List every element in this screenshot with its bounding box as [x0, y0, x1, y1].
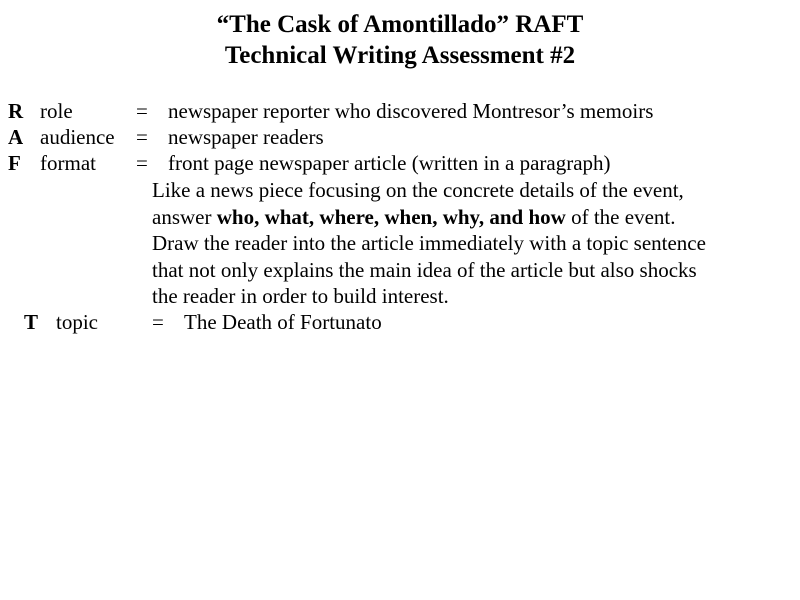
- format-instructions-emphasis: who, what, where, when, why, and how: [216, 204, 566, 229]
- raft-letter-f: F: [8, 151, 21, 175]
- format-instructions-line: [152, 204, 792, 231]
- raft-term-role: role: [40, 99, 73, 123]
- raft-desc-topic: The Death of Fortunato: [184, 310, 382, 334]
- raft-equals-audience: =: [136, 125, 148, 149]
- raft-desc-role: newspaper reporter who discovered Montresor’s memoirs: [168, 99, 654, 123]
- raft-letter-a: A: [8, 125, 24, 149]
- raft-letter-t: T: [24, 310, 39, 334]
- format-instructions-text: answer: [152, 204, 217, 229]
- raft-term-audience: audience: [40, 125, 115, 149]
- format-instructions-text: of the event.: [565, 204, 676, 229]
- format-instructions-line: Draw the reader into the article immediately with a topic sentence: [152, 231, 706, 255]
- raft-term-format: format: [40, 151, 96, 175]
- format-instructions: [152, 177, 792, 310]
- format-instructions-line: Like a news piece focusing on the concrete details of the event,: [152, 178, 684, 202]
- raft-equals-topic: =: [152, 310, 164, 334]
- raft-letter-r: R: [8, 99, 24, 123]
- format-instructions-line: the reader in order to build interest.: [152, 284, 449, 308]
- raft-desc-format: front page newspaper article (written in a paragraph): [168, 151, 611, 175]
- raft-desc-audience: newspaper readers: [168, 125, 324, 149]
- raft-equals-format: =: [136, 151, 148, 175]
- raft-equals-role: =: [136, 99, 148, 123]
- format-instructions-line: that not only explains the main idea of the article but also shocks: [152, 257, 697, 282]
- page-title: “The Cask of Amontillado” RAFT: [216, 11, 584, 38]
- raft-term-topic: topic: [56, 310, 98, 334]
- page-subtitle: Technical Writing Assessment #2: [224, 42, 576, 69]
